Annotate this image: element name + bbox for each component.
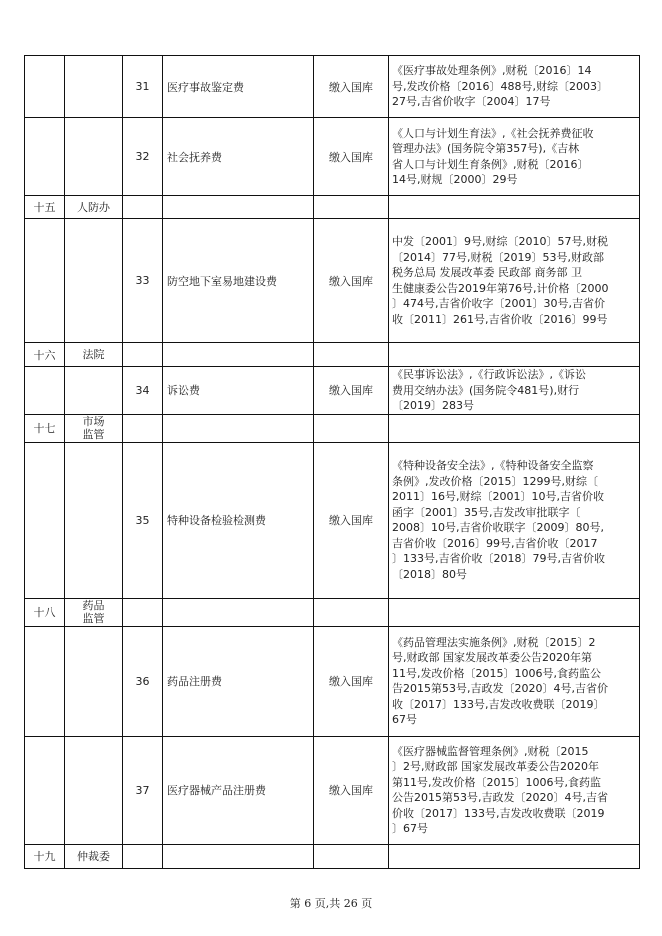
basis-line: 号,发改价格〔2016〕488号,财综〔2003〕 (392, 79, 608, 93)
basis-cell (389, 442, 640, 598)
basis-line: 税务总局 发展改革委 民政部 商务部 卫 (392, 266, 582, 279)
name-cell: 医疗事故鉴定费 (163, 56, 314, 118)
number-cell (123, 196, 163, 219)
department-line: 监管 (82, 612, 105, 625)
destination-cell (314, 844, 389, 868)
name-cell (163, 598, 314, 626)
seq-cell (25, 118, 65, 196)
basis-line: 《民事诉讼法》,《行政诉讼法》,《诉讼 (392, 368, 586, 381)
destination-cell: 缴入国库 (314, 56, 389, 118)
department-row (25, 598, 640, 626)
department-cell (65, 736, 123, 844)
seq-cell: 十六 (25, 343, 65, 367)
table-row (25, 736, 640, 844)
seq-cell: 十七 (25, 414, 65, 442)
name-cell: 社会抚养费 (163, 118, 314, 196)
basis-line: 《医疗事故处理条例》,财税〔2016〕14 (392, 64, 592, 78)
table-row (25, 442, 640, 598)
name-cell: 特种设备检验检测费 (163, 442, 314, 598)
number-cell: 33 (123, 219, 163, 343)
name-cell (163, 196, 314, 219)
department-line: 市场 (82, 415, 105, 428)
basis-cell (389, 219, 640, 343)
seq-cell (25, 736, 65, 844)
department-cell (65, 414, 123, 442)
table-row (25, 118, 640, 196)
department-row (25, 844, 640, 868)
basis-line: 收〔2017〕133号,吉发改收费联〔2019〕 (392, 697, 605, 711)
basis-line: 公告2015第53号,吉政发〔2020〕4号,吉省 (392, 791, 608, 804)
name-cell: 药品注册费 (163, 626, 314, 736)
seq-cell: 十五 (25, 196, 65, 219)
basis-line: 67号 (392, 713, 417, 726)
department-row (25, 414, 640, 442)
name-cell: 防空地下室易地建设费 (163, 219, 314, 343)
seq-cell (25, 626, 65, 736)
department-cell (65, 219, 123, 343)
basis-line: 〕2号,财政部 国家发展改革委公告2020年 (392, 760, 599, 773)
basis-line: 14号,财规〔2000〕29号 (392, 173, 518, 186)
department-line: 药品 (82, 599, 105, 612)
basis-line: 《药品管理法实施条例》,财税〔2015〕2 (392, 635, 596, 649)
seq-cell (25, 367, 65, 415)
table-row (25, 56, 640, 118)
basis-line: 收〔2011〕261号,吉省价收〔2016〕99号 (392, 312, 608, 326)
destination-cell (314, 414, 389, 442)
number-cell (123, 598, 163, 626)
basis-line: 生健康委公告2019年第76号,计价格〔2000 (392, 281, 609, 295)
basis-line: 〕474号,吉省价收字〔2001〕30号,吉省价 (392, 297, 605, 310)
destination-cell: 缴入国库 (314, 736, 389, 844)
basis-line: 11号,发改价格〔2015〕1006号,食药监公 (392, 666, 601, 680)
number-cell: 32 (123, 118, 163, 196)
seq-cell (25, 442, 65, 598)
department-cell (65, 196, 123, 219)
basis-line: 省人口与计划生育条例》,财税〔2016〕 (392, 157, 589, 171)
basis-line: 〔2019〕283号 (392, 399, 474, 412)
name-cell: 诉讼费 (163, 367, 314, 415)
seq-cell (25, 219, 65, 343)
seq-cell (25, 56, 65, 118)
department-row (25, 343, 640, 367)
basis-line: 告2015第53号,吉政发〔2020〕4号,吉省价 (392, 682, 608, 695)
basis-cell (389, 598, 640, 626)
number-cell (123, 414, 163, 442)
destination-cell: 缴入国库 (314, 442, 389, 598)
page-footer: 第 6 页,共 26 页 (289, 897, 373, 910)
name-cell (163, 414, 314, 442)
department-cell (65, 844, 123, 868)
basis-cell (389, 56, 640, 118)
basis-line: 中发〔2001〕9号,财综〔2010〕57号,财税 (392, 235, 608, 248)
department-cell (65, 118, 123, 196)
basis-line: 号,财政部 国家发展改革委公告2020年第 (392, 651, 592, 664)
basis-cell (389, 736, 640, 844)
name-cell: 医疗器械产品注册费 (163, 736, 314, 844)
basis-line: 条例》,发改价格〔2015〕1299号,财综〔 (392, 474, 598, 488)
destination-cell (314, 343, 389, 367)
basis-line: 第11号,发改价格〔2015〕1006号,食药监 (392, 775, 601, 789)
department-cell (65, 626, 123, 736)
name-cell (163, 343, 314, 367)
basis-line: 《人口与计划生育法》,《社会抚养费征收 (392, 126, 594, 140)
basis-line: 管理办法》(国务院令第357号),《吉林 (392, 142, 580, 155)
destination-cell: 缴入国库 (314, 118, 389, 196)
destination-cell: 缴入国库 (314, 367, 389, 415)
basis-line: 〔2014〕77号,财税〔2019〕53号,财政部 (392, 250, 604, 264)
destination-cell (314, 598, 389, 626)
fee-table (24, 55, 640, 869)
basis-cell (389, 414, 640, 442)
department-line: 监管 (82, 428, 105, 441)
department-cell (65, 442, 123, 598)
number-cell: 36 (123, 626, 163, 736)
number-cell: 31 (123, 56, 163, 118)
basis-cell (389, 367, 640, 415)
basis-line: 27号,吉省价收字〔2004〕17号 (392, 95, 551, 109)
basis-cell (389, 343, 640, 367)
basis-line: 《医疗器械监督管理条例》,财税〔2015 (392, 744, 589, 758)
department-line: 人防办 (77, 200, 110, 214)
basis-cell (389, 844, 640, 868)
basis-line: 〔2018〕80号 (392, 567, 467, 581)
table-row (25, 367, 640, 415)
seq-cell: 十八 (25, 598, 65, 626)
table-row (25, 219, 640, 343)
seq-cell: 十九 (25, 844, 65, 868)
table-row (25, 626, 640, 736)
number-cell (123, 844, 163, 868)
department-line: 法院 (82, 348, 105, 361)
basis-line: 费用交纳办法》(国务院令481号),财行 (392, 383, 580, 397)
basis-cell (389, 626, 640, 736)
number-cell (123, 343, 163, 367)
number-cell: 37 (123, 736, 163, 844)
basis-cell (389, 118, 640, 196)
department-cell (65, 343, 123, 367)
number-cell: 34 (123, 367, 163, 415)
department-cell (65, 367, 123, 415)
destination-cell: 缴入国库 (314, 626, 389, 736)
department-cell (65, 56, 123, 118)
basis-line: 2011〕16号,财综〔2001〕10号,吉省价收 (392, 490, 604, 503)
name-cell (163, 844, 314, 868)
basis-line: 函字〔2001〕35号,吉发改审批联字〔 (392, 505, 581, 519)
basis-line: 〕67号 (392, 822, 428, 835)
basis-line: 价收〔2017〕133号,吉发改收费联〔2019 (392, 806, 605, 820)
basis-line: 《特种设备安全法》,《特种设备安全监察 (392, 459, 594, 472)
basis-cell (389, 196, 640, 219)
number-cell: 35 (123, 442, 163, 598)
basis-line: 〕133号,吉省价收〔2018〕79号,吉省价收 (392, 552, 605, 565)
destination-cell: 缴入国库 (314, 219, 389, 343)
department-cell (65, 598, 123, 626)
basis-line: 吉省价收〔2016〕99号,吉省价收〔2017 (392, 536, 598, 550)
department-row (25, 196, 640, 219)
basis-line: 2008〕10号,吉省价收联字〔2009〕80号, (392, 521, 604, 534)
department-line: 仲裁委 (77, 849, 110, 863)
destination-cell (314, 196, 389, 219)
